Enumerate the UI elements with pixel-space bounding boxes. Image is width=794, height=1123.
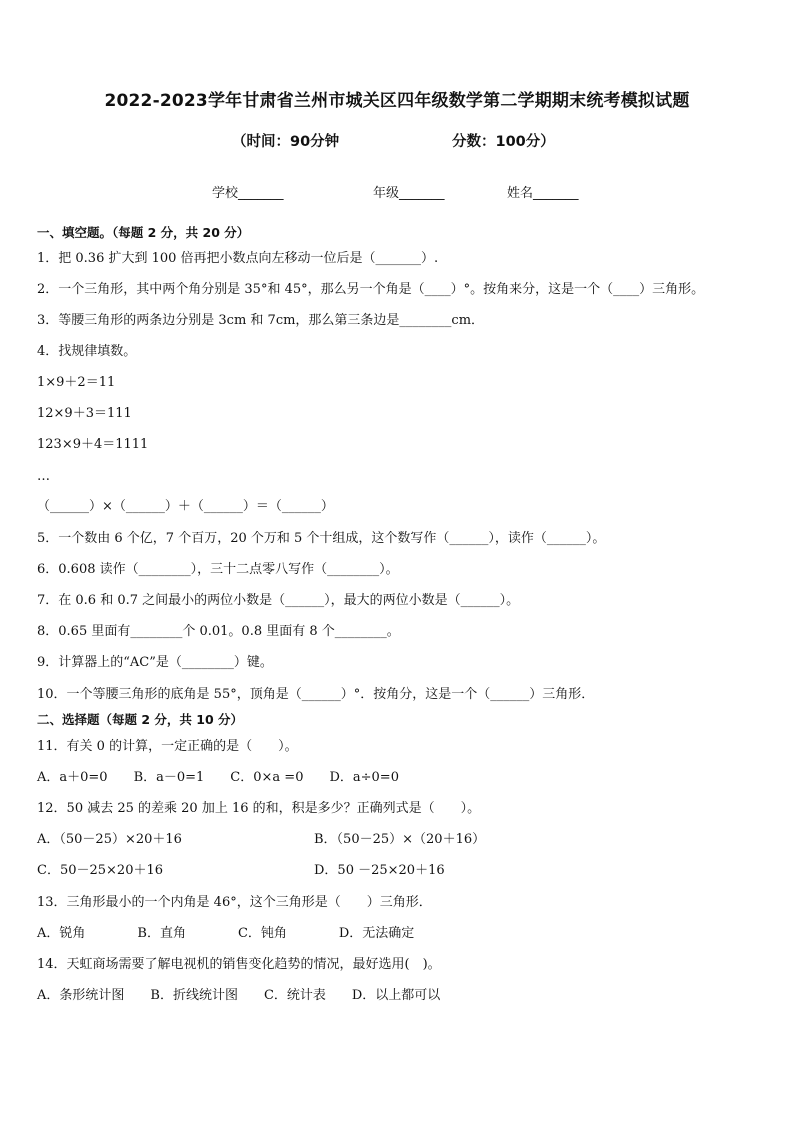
question-14-options: A．条形统计图 B．折线统计图 C．统计表 D．以上都可以 <box>37 988 441 1003</box>
pattern-line-2: 12×9＋3＝111 <box>37 406 132 421</box>
option-d: D．50 －25×20＋16 <box>314 863 445 878</box>
question-11-options: A．a＋0=0 B．a－0=1 C．0×a =0 D．a÷0=0 <box>37 770 399 785</box>
question-14: 14．天虹商场需要了解电视机的销售变化趋势的情况，最好选用( )。 <box>37 957 441 972</box>
pattern-line-3: 123×9＋4＝1111 <box>37 437 149 452</box>
question-6: 6．0.608 读作（________），三十二点零八写作（________）。 <box>37 562 399 577</box>
question-2: 2．一个三角形，其中两个角分别是 35°和 45°，那么另一个角是（____）°。按角来分，这是一个（____）三角形。 <box>37 282 705 297</box>
question-7: 7．在 0.6 和 0.7 之间最小的两位小数是（______），最大的两位小数是（______）。 <box>37 593 520 608</box>
question-12: 12．50 减去 25 的差乘 20 加上 16 的和，积是多少？正确列式是（ ）。 <box>37 801 481 816</box>
question-13: 13．三角形最小的一个内角是 46°，这个三角形是（ ）三角形． <box>37 895 432 910</box>
option-b: B．（50－25）×（20＋16） <box>314 832 486 847</box>
option-a: A．（50－25）×20＋16 <box>37 832 182 847</box>
pattern-line-1: 1×9＋2＝11 <box>37 375 116 390</box>
pattern-answer-line: （______）×（______）＋（______）＝（______） <box>37 499 334 514</box>
school-field: 学校_______ <box>212 186 284 201</box>
question-12-options-row1 <box>37 831 486 849</box>
grade-field: 年级_______ <box>373 186 445 201</box>
option-c: C．50－25×20＋16 <box>37 863 164 878</box>
question-10: 10．一个等腰三角形的底角是 55°，顶角是（______）°．按角分，这是一个（______）三角形． <box>37 687 595 702</box>
name-field: 姓名_______ <box>507 186 579 201</box>
question-1: 1．把 0.36 扩大到 100 倍再把小数点向左移动一位后是（_______）. <box>37 251 439 266</box>
question-4: 4．找规律填数。 <box>37 344 137 359</box>
section-heading-fill: 一、填空题。（每题 2 分，共 20 分） <box>37 225 250 240</box>
page-title: 2022-2023学年甘肃省兰州市城关区四年级数学第二学期期末统考模拟试题 <box>104 91 690 111</box>
question-11: 11．有关 0 的计算，一定正确的是（ ）。 <box>37 739 298 754</box>
exam-time: （时间：90分钟 <box>232 134 340 150</box>
section-heading-choice: 二、选择题（每题 2 分，共 10 分） <box>37 712 244 727</box>
pattern-ellipsis: … <box>37 469 50 484</box>
question-5: 5．一个数由 6 个亿，7 个百万，20 个万和 5 个十组成，这个数写作（______），读作（______）。 <box>37 531 606 546</box>
question-8: 8．0.65 里面有________个 0.01。0.8 里面有 8 个________。 <box>37 624 400 639</box>
question-12-options-row2 <box>37 862 445 880</box>
question-3: 3．等腰三角形的两条边分别是 3cm 和 7cm，那么第三条边是________cm． <box>37 313 485 328</box>
question-9: 9．计算器上的“AC”是（________）键。 <box>37 655 273 670</box>
question-13-options: A．锐角 B．直角 C．钝角 D．无法确定 <box>37 926 415 941</box>
exam-score: 分数：100分） <box>452 134 555 150</box>
